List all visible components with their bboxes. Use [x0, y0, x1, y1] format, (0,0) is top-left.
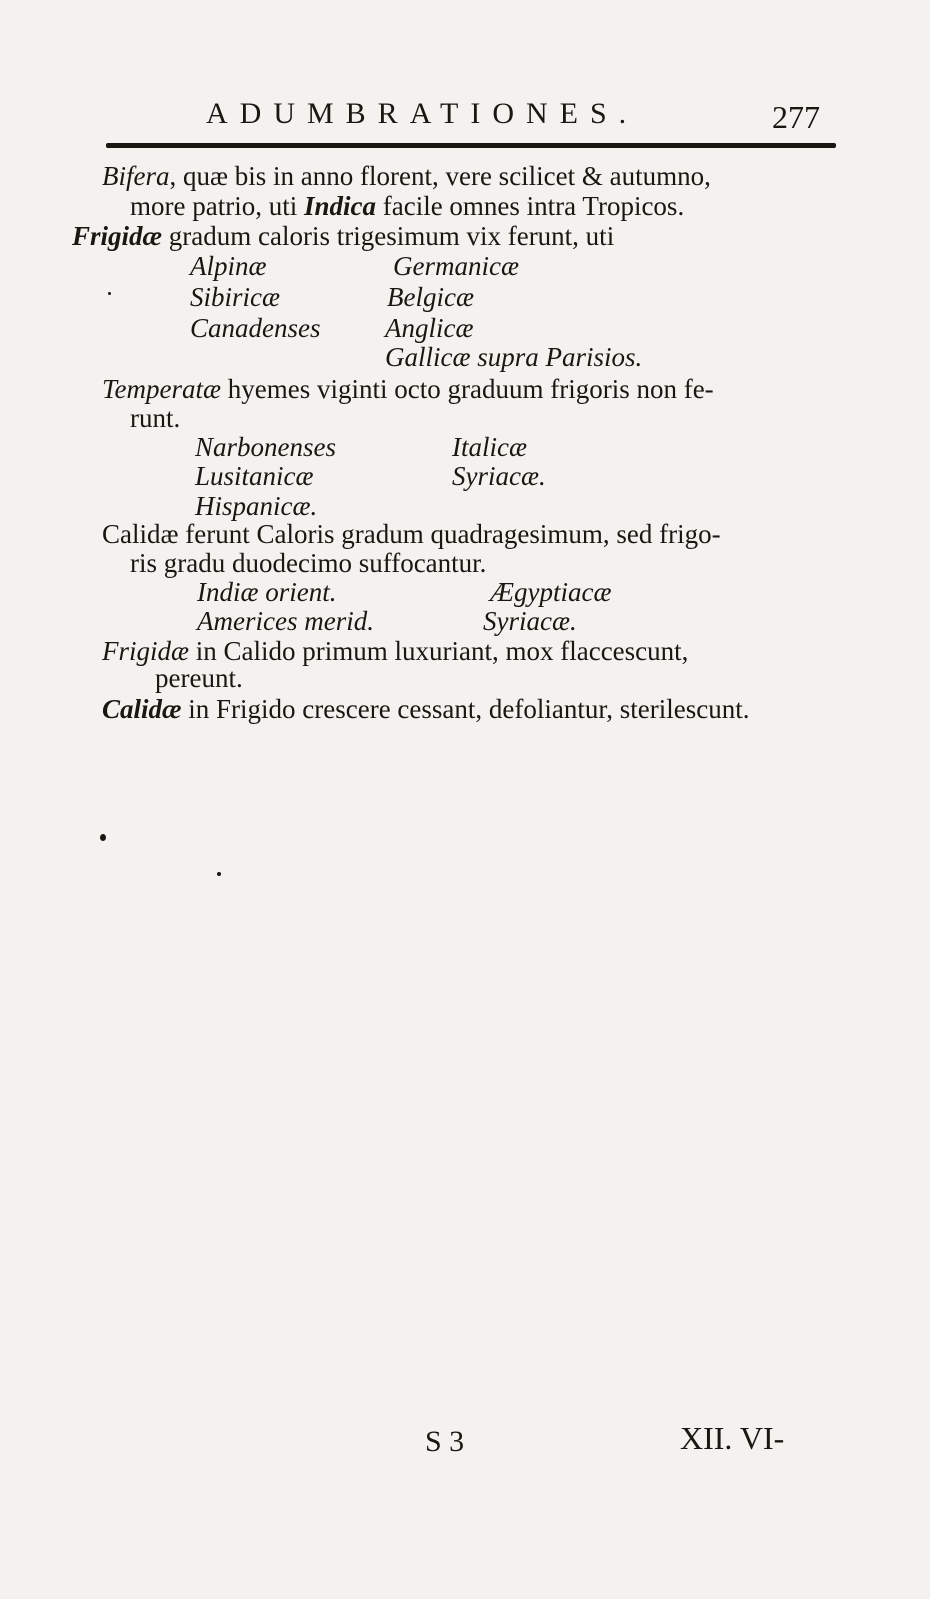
ink-speck: [217, 872, 221, 876]
text-line: pereunt.: [155, 663, 243, 693]
list-item: Americes merid.: [197, 606, 374, 636]
text-line: [102, 693, 750, 725]
list-item: Sibiricæ: [190, 282, 281, 312]
list-item: Anglicæ: [385, 313, 474, 343]
line-text: gradum caloris trigesimum vix ferunt, uti: [162, 221, 615, 251]
line-text: hyemes viginti octo graduum frigoris non fe-: [221, 374, 714, 404]
line-text: , quæ bis in anno florent, vere scilicet & autumno,: [169, 161, 711, 191]
term-indica: Indica: [303, 191, 376, 221]
list-item: Germanicæ: [393, 251, 519, 281]
term-calidae: Calidæ: [102, 694, 182, 724]
text-line: ris gradu duodecimo suffocantur.: [130, 548, 487, 578]
line-text: more patrio, uti: [130, 191, 304, 221]
text-line: Calidæ ferunt Caloris gradum quadragesimum, sed frigo-: [102, 519, 721, 549]
text-line: runt.: [130, 403, 181, 433]
list-item: Syriacæ.: [452, 461, 546, 491]
term-frigidae: Frigidæ: [102, 636, 190, 666]
list-item: Lusitanicæ: [195, 461, 314, 491]
list-item: Belgicæ: [387, 282, 474, 312]
header-rule: [106, 143, 836, 148]
line-text: in Calido primum luxuriant, mox flaccescunt,: [189, 636, 689, 666]
text-line: [130, 190, 684, 222]
text-line: [72, 220, 614, 252]
list-item: Indiæ orient.: [197, 577, 337, 607]
list-item: Syriacæ.: [483, 606, 577, 636]
catchword: XII. VI-: [680, 1420, 785, 1456]
ink-speck: [100, 834, 106, 841]
line-text: facile omnes intra Tropicos.: [375, 191, 685, 221]
list-item: Hispanicæ.: [195, 491, 318, 521]
list-item: Canadenses: [190, 313, 321, 343]
list-item: Alpinæ: [190, 251, 267, 281]
signature-mark: S 3: [425, 1425, 465, 1458]
list-item: Ægyptiacæ: [490, 577, 612, 607]
term-bifera: Bifera: [102, 161, 170, 191]
line-text: in Frigido crescere cessant, defoliantur, sterilescunt.: [181, 694, 750, 724]
text-line: [102, 160, 711, 192]
list-item: Narbonenses: [195, 432, 336, 462]
list-item: Gallicæ supra Parisios.: [385, 342, 643, 372]
page-header: [0, 97, 930, 137]
text-line: [102, 373, 714, 405]
term-temperatae: Temperatæ: [102, 374, 222, 404]
running-head: ADUMBRATIONES.: [206, 97, 639, 130]
term-frigidae: Frigidæ: [72, 221, 163, 251]
ink-speck: [108, 292, 111, 295]
page-number: 277: [772, 99, 820, 135]
list-item: Italicæ: [452, 432, 527, 462]
